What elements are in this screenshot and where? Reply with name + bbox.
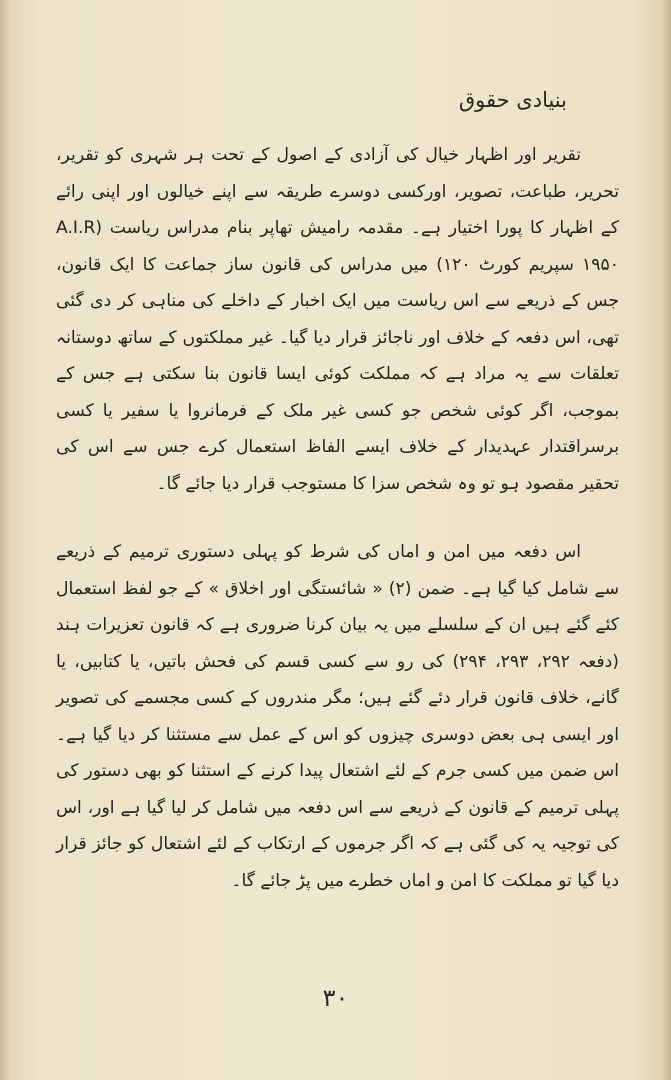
paragraph-1: تقریر اور اظہار خیال کی آزادی کے اصول کے تحت ہر شہری کو تقریر، تحریر، طباعت، تصویر، اورکسی دوسرے طریقہ سے اپنے خیالوں اور اپنی رائے کے اظہار کا پورا اختیار ہے۔ مقدمہ رامیش تھاپر بنام مدراس ریاست (A.I.R ۱۹۵۰ سپریم کورٹ ۱۲۰) میں مدراس کی قانون ساز جماعت کا ایک قانون، جس کے ذریعے سے اس ریاست میں ایک اخبار کے داخلے کی مناہی کر دی گئی تھی، اس دفعہ کے خلاف اور ناجائز قرار دیا گیا۔ غیر مملکتوں کے ساتھ دوستانہ تعلقات سے یہ مراد ہے کہ مملکت کوئی ایسا قانون بنا سکتی ہے جس کے بموجب، اگر کوئی شخص جو کسی غیر ملک کے فرمانروا یا سفیر یا کسی برسراقتدار عہدیدار کے خلاف ایسے الفاظ استعمال کرے جس سے اس کی تحقیر مقصود ہو تو وہ شخص سزا کا مستوجب قرار دیا جائے گا۔ (56, 145, 619, 494)
paragraph-2: اس دفعہ میں امن و اماں کی شرط کو پہلی دستوری ترمیم کے ذریعے سے شامل کیا گیا ہے۔ ضمن (۲) « شائستگی اور اخلاق » کے جو لفظ استعمال کئے گئے ہیں ان کے سلسلے میں یہ بیان کرنا ضروری ہے کہ قانون تعزیرات ہند (دفعہ ۲۹۲، ۲۹۳، ۲۹۴) کی رو سے کسی قسم کی فحش باتیں، یا کتابیں، یا گانے، خلاف قانون قرار دئے گئے ہیں؛ مگر مندروں کے کسی مجسمے کی تصویر اور ایسی ہی بعض دوسری چیزوں کو اس کے عمل سے مستثنا کر دیا گیا ہے۔ اس ضمن میں کسی جرم کے لئے اشتعال پیدا کرنے کے استثنا کو بھی دستور کی پہلی ترمیم کے قانون کے ذریعے سے اس دفعہ میں شامل کر لیا گیا ہے اور، اس کی توجیہ یہ کی گئی ہے کہ اگر جرموں کے ارتکاب کے لئے اشتعال کو جائز قرار دیا گیا تو مملکت کا امن و اماں خطرے میں پڑ جائے گا۔ (56, 542, 620, 891)
page-number: ۳۰ (322, 984, 349, 1012)
body-text (56, 137, 619, 899)
page-edge-shadow-left (0, 0, 10, 1080)
running-header-title: بنیادی حقوق (458, 88, 567, 112)
page-edge-shadow-right (661, 0, 671, 1080)
